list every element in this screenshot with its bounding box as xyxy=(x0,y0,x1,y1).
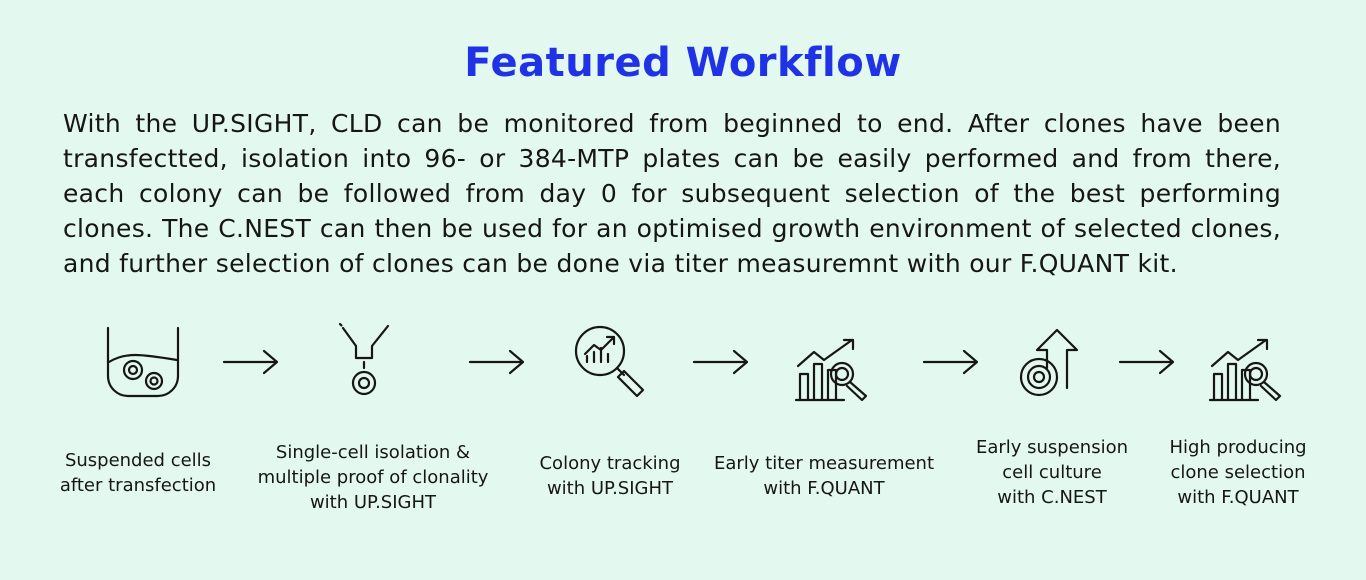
step-label-line: Suspended cells xyxy=(64,450,212,471)
well-with-cells-icon xyxy=(103,324,183,404)
step-label-line: with F.QUANT xyxy=(763,478,885,499)
step-label-line: after transfection xyxy=(59,475,217,496)
step-label-line: clone selection xyxy=(1170,462,1306,483)
step-label-line: High producing xyxy=(1169,437,1307,458)
step-label-line: with UP.SIGHT xyxy=(309,492,437,513)
step-label-colony-tracking xyxy=(520,451,700,501)
page-title: Featured Workflow xyxy=(464,40,902,86)
step-label-line: cell culture xyxy=(1002,462,1102,483)
bar-chart-magnifier-icon xyxy=(1208,336,1284,404)
step-label-early-titer xyxy=(706,451,942,501)
intro-paragraph: With the UP.SIGHT, CLD can be monitored from beginned to end. After clones have been transfectted, isolation into 96- or 384-MTP plates can be easily performed and from there, each colony can be followed from day 0 for subsequent selection of the best performing clones. The C.NEST can then be used for an optimised growth environment of selected clones, and further selection of clones can be done via titer measuremnt with our F.QUANT kit. xyxy=(63,109,1281,278)
step-label-suspension-culture xyxy=(962,435,1142,510)
step-label-line: Colony tracking xyxy=(539,453,681,474)
arrow-right-icon xyxy=(1118,347,1176,381)
step-label-line: Early suspension xyxy=(975,437,1129,458)
step-label-suspended-cells xyxy=(38,448,238,498)
step-label-line: multiple proof of clonality xyxy=(257,467,489,488)
step-label-clone-selection xyxy=(1152,435,1324,510)
arrow-right-icon xyxy=(468,347,526,381)
step-label-line: Early titer measurement xyxy=(713,453,935,474)
step-label-line: Single-cell isolation & xyxy=(275,442,471,463)
step-label-line: with UP.SIGHT xyxy=(546,478,674,499)
cell-growth-arrow-icon xyxy=(1017,328,1079,400)
arrow-right-icon xyxy=(692,347,750,381)
magnifier-chart-icon xyxy=(573,324,649,400)
arrow-right-icon xyxy=(222,347,280,381)
bar-chart-magnifier-icon xyxy=(794,336,870,404)
step-label-line: with C.NEST xyxy=(997,487,1107,508)
step-label-single-cell-isolation xyxy=(243,440,503,515)
arrow-right-icon xyxy=(922,347,980,381)
step-label-line: with F.QUANT xyxy=(1177,487,1299,508)
single-cell-dispense-icon xyxy=(338,322,398,398)
